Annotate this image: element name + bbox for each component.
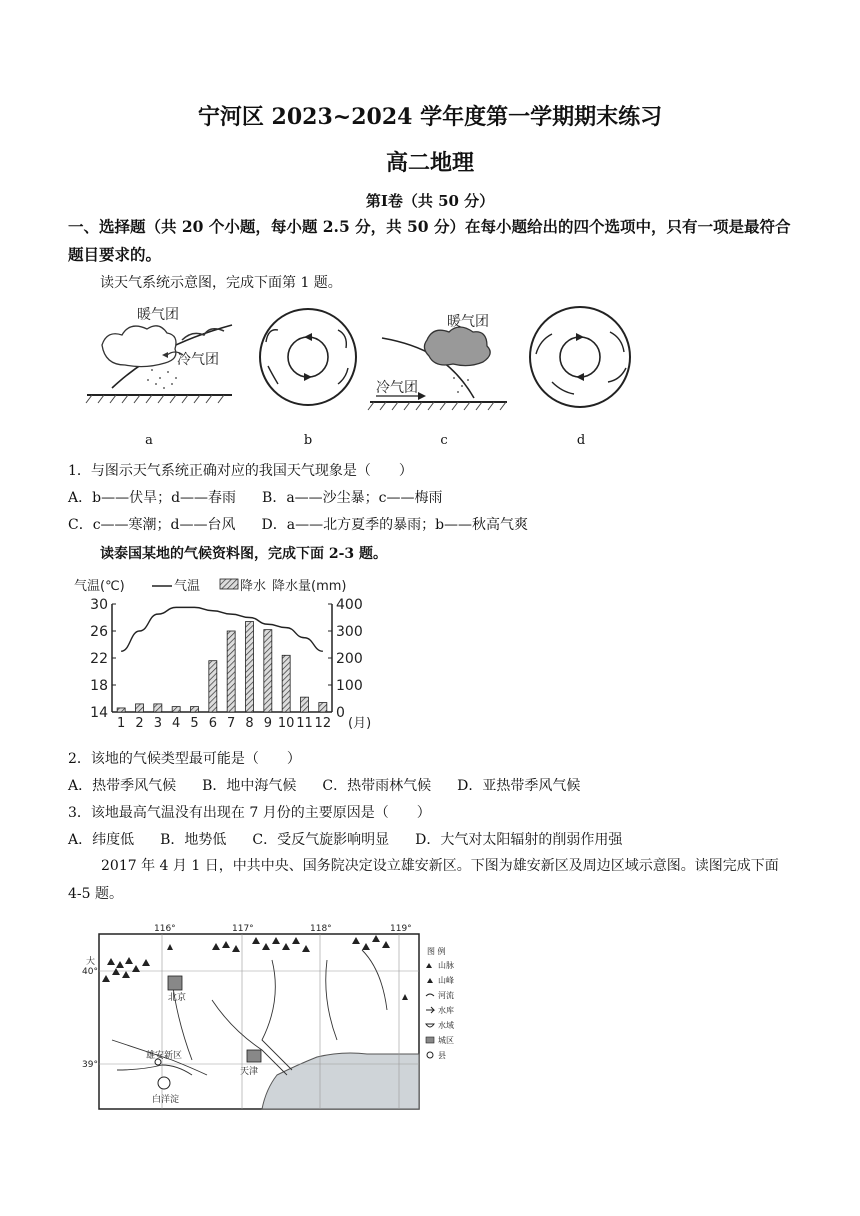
right-tick-label: 100 — [336, 678, 363, 694]
figure-label-b: b — [303, 433, 313, 448]
precip-bar — [172, 707, 180, 712]
right-tick-label: 200 — [336, 651, 363, 667]
precip-bar — [209, 661, 217, 712]
warm-air-label-c: 暖气团 — [447, 314, 489, 330]
left-tick-label: 22 — [90, 651, 108, 667]
x-tick-label: 8 — [245, 716, 254, 731]
question-1-options-row1 — [68, 487, 469, 507]
legend-urban: 城区 — [438, 1036, 454, 1045]
figure-label-a: a — [145, 433, 153, 448]
question-2-stem: 2．该地的气候类型最可能是（ ） — [68, 751, 301, 767]
warm-air-label-a: 暖气团 — [137, 307, 179, 323]
beijing-city-area — [168, 976, 182, 990]
longitude-116: 116° — [154, 924, 176, 934]
right-tick-label: 400 — [336, 597, 363, 613]
q3-option-a: A．纬度低 — [68, 832, 135, 848]
right-axis-title: 降水量(mm) — [272, 579, 347, 594]
x-tick-label: 7 — [227, 716, 236, 731]
precip-bar — [301, 697, 309, 712]
question-3-stem: 3．该地最高气温没有出现在 7 月份的主要原因是（ ） — [68, 805, 431, 821]
label-baiyangdian: 白洋淀 — [152, 1095, 180, 1105]
left-tick-label: 26 — [90, 624, 108, 640]
subject-title: 高二地理 — [385, 150, 474, 176]
question-1-options-row2 — [68, 514, 554, 534]
volume-title: 第Ⅰ卷（共 50 分） — [365, 192, 495, 210]
question-3-options — [68, 829, 648, 849]
x-tick-label: 11 — [296, 716, 313, 731]
precip-bar — [191, 707, 199, 712]
figure-label-c: c — [440, 433, 448, 448]
x-tick-label: 10 — [277, 716, 295, 731]
baiyangdian-lake — [158, 1077, 170, 1089]
longitude-117: 117° — [232, 924, 254, 934]
precip-bar — [154, 704, 162, 712]
legend-county: 县 — [438, 1051, 446, 1060]
x-axis-unit: (月) — [348, 716, 372, 731]
right-tick-label: 0 — [336, 705, 345, 721]
intro-weather: 读天气系统示意图，完成下面第 1 题。 — [100, 275, 342, 291]
legend-title: 图 例 — [427, 947, 446, 956]
x-tick-label: 6 — [208, 716, 217, 731]
question-1-stem: 1．与图示天气系统正确对应的我国天气现象是（ ） — [68, 463, 413, 479]
longitude-118: 118° — [310, 924, 332, 934]
precip-bar — [227, 631, 235, 712]
precip-bar — [246, 622, 254, 712]
q1-option-c: C．c——寒潮；d——台风 — [68, 517, 236, 533]
legend-peak: 山峰 — [438, 976, 454, 985]
q1-option-b: B．a——沙尘暴；c——梅雨 — [262, 490, 443, 506]
question-2-options — [68, 775, 606, 795]
q3-option-d: D．大气对太阳辐射的削弱作用强 — [415, 832, 623, 848]
x-tick-label: 2 — [135, 716, 144, 731]
legend-reservoir: 水库 — [438, 1006, 454, 1015]
climate-chart — [72, 574, 392, 734]
weather-system-figure — [82, 300, 642, 415]
exam-title: 宁河区 2023~2024 学年度第一学期期末练习 — [197, 104, 663, 130]
x-tick-label: 5 — [190, 716, 199, 731]
legend-temp-label: 气温 — [174, 579, 201, 594]
passage-xiongan: 2017 年 4 月 1 日，中共中央、国务院决定设立雄安新区。下图为雄安新区及周边区域示意图。读图完成下面 4-5 题。 — [68, 858, 779, 902]
precip-bar — [264, 630, 272, 712]
x-tick-label: 3 — [153, 716, 162, 731]
latitude-40: 40° — [82, 967, 98, 977]
precip-bar — [319, 703, 327, 712]
tianjin-city-area — [247, 1050, 261, 1062]
q1-option-a: A．b——伏旱；d——春雨 — [68, 490, 237, 506]
legend-precip-swatch — [220, 579, 238, 589]
xiongan-region-map — [72, 920, 482, 1120]
q2-option-b: B．地中海气候 — [202, 778, 297, 794]
left-axis-title: 气温(℃) — [74, 579, 125, 594]
map-legend — [426, 946, 454, 1060]
figure-label-d: d — [576, 433, 586, 448]
q3-option-b: B．地势低 — [160, 832, 227, 848]
longitude-119: 119° — [390, 924, 412, 934]
left-tick-label: 18 — [90, 678, 108, 694]
q2-option-c: C．热带雨林气候 — [322, 778, 432, 794]
temperature-line — [121, 607, 323, 651]
legend-mountain-range: 山脉 — [438, 961, 454, 970]
cold-air-label-c: 冷气团 — [376, 380, 418, 396]
x-tick-label: 12 — [314, 716, 332, 731]
latitude-39: 39° — [82, 1060, 98, 1070]
figure-d-pressure-system — [530, 307, 630, 407]
section-heading: 一、选择题（共 20 个小题，每小题 2.5 分，共 50 分）在每小题给出的四个选项中，只有一项是最符合题目要求的。 — [68, 217, 791, 264]
intro-climate: 读泰国某地的气候资料图，完成下面 2-3 题。 — [100, 546, 388, 562]
q2-option-a: A．热带季风气候 — [68, 778, 177, 794]
x-tick-label: 1 — [117, 716, 126, 731]
x-tick-label: 9 — [263, 716, 272, 731]
q1-option-d: D．a——北方夏季的暴雨；b——秋高气爽 — [261, 517, 529, 533]
label-xiongan: 雄安新区 — [146, 1051, 183, 1061]
precip-bar — [136, 704, 144, 712]
cold-air-label-a: 冷气团 — [177, 352, 219, 368]
figure-b-pressure-system — [260, 309, 356, 405]
precip-bar — [117, 708, 125, 712]
label-tianjin: 天津 — [240, 1067, 259, 1077]
legend-river: 河流 — [438, 991, 454, 1000]
precip-bar — [282, 655, 290, 712]
left-tick-label: 14 — [90, 705, 108, 721]
q2-option-d: D．亚热带季风气候 — [457, 778, 581, 794]
legend-water: 水域 — [438, 1021, 454, 1030]
left-tick-label: 30 — [90, 597, 108, 613]
x-tick-label: 4 — [172, 716, 181, 731]
label-beijing: 北京 — [168, 993, 187, 1003]
legend-precip-label: 降水 — [240, 579, 267, 594]
q3-option-c: C．受反气旋影响明显 — [252, 832, 390, 848]
label-da: 大 — [86, 957, 96, 967]
right-tick-label: 300 — [336, 624, 363, 640]
figure-c-cold-front — [368, 314, 507, 410]
figure-a-warm-front — [86, 307, 232, 403]
